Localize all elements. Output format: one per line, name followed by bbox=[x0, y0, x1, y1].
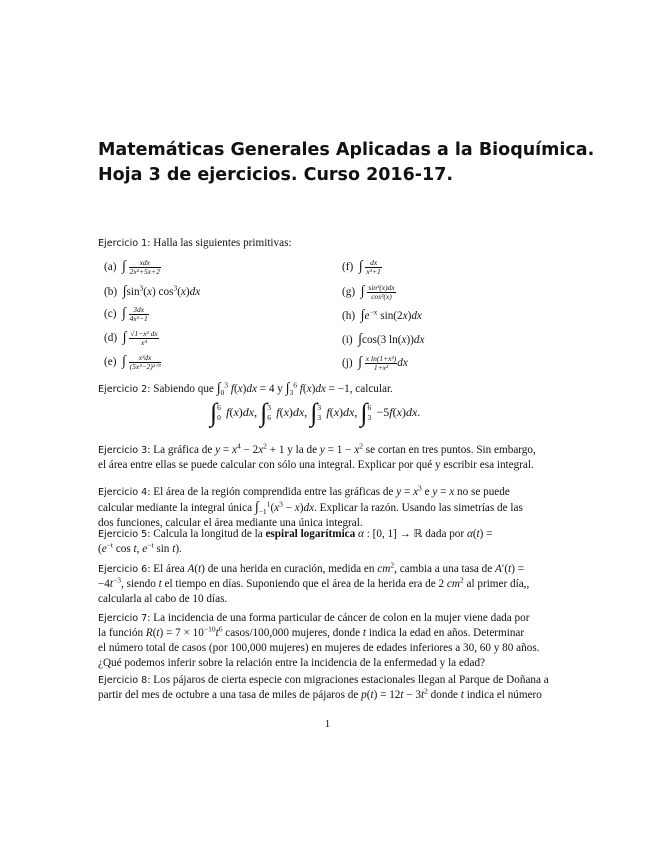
integral-i: (i) ∫cos(3 ln(x))dx bbox=[342, 332, 425, 347]
integral-f: (f) ∫ $\frac{dx}{\text{x³+1}}$ bbox=[342, 257, 381, 276]
exercise-7: Ejercicio 7: La incidencia de una forma particular de cáncer de colon en la mujer viene dada por la función $R(t) = 7 \times 10^{-10}t^6$ casos/100,000 mujeres, donde t indica la edad en años. Determinar el número total de casos (por 100,000 mujeres) en mujeres de edades inferiores a 30, 60 y 80 años. ¿Qué podemos inferir sobre la relación entre la incidencia de la enfermedad y la edad? bbox=[98, 612, 540, 669]
integral-j: (j) ∫ $\frac{\text{x ln(1+x²)}}{\text{1+x²}}$ dx bbox=[342, 353, 408, 372]
exercise-1-label: Ejercicio 1: bbox=[98, 238, 151, 249]
integral-b: (b) $\int\sin^3(x)$ $\cos^3(x)dx$ bbox=[104, 283, 201, 299]
exercise-1-intro: Halla las siguientes primitivas: bbox=[153, 237, 292, 249]
exercise-5-label: Ejercicio 5: bbox=[98, 529, 151, 540]
exercise-3: Ejercicio 3: La gráfica de $y = x^4 - 2x^2 + 1$ y la de $y = 1 - x^2$ se cortan en tres puntos. Sin embargo, el área entre ellas se puede calcular con sólo una integral. Explicar por qué y escribir esa integral. bbox=[98, 441, 536, 471]
exercise-8-label: Ejercicio 8: bbox=[98, 675, 151, 686]
exercise-6-label: Ejercicio 6: bbox=[98, 564, 151, 575]
title-line-1: Matemáticas Generales Aplicadas a la Bioquímica. bbox=[98, 140, 595, 160]
exercise-1 bbox=[98, 236, 556, 251]
exercise-4-label: Ejercicio 4: bbox=[98, 487, 151, 498]
exercise-5: Ejercicio 5: Calcula la longitud de la espiral logarítmica α : [0, 1] → ℝ dada por α(t) = ($e^{-t}$ cos t, $e^{-t}$ sin t). bbox=[98, 528, 493, 555]
exercise-2-display-formula: ∫ 6 0 f(x)dx, ∫ 3 6 f(x)dx, ∫ 3 3 f(x)dx, ∫ 6 3 −5f(x)dx. bbox=[210, 398, 421, 427]
exercise-2-label: Ejercicio 2: bbox=[98, 384, 151, 395]
page-number: 1 bbox=[324, 718, 331, 730]
integral-c: (c) ∫ $\frac{3dx}{\text{4x²−1}}$ bbox=[104, 304, 148, 323]
exercise-4: Ejercicio 4: El área de la región comprendida entre las gráficas de $y = x^3$ e y = x no se puede calcular mediante la integral única $\int_{-1}^1(x^3 - x)dx$. Explicar la razón. Usando las simetrías de las dos funciones, calcular el área mediante una única integral. bbox=[98, 483, 523, 529]
exercise-7-label: Ejercicio 7: bbox=[98, 613, 151, 624]
page-title bbox=[98, 138, 595, 188]
exercise-6: Ejercicio 6: El área A(t) de una herida en curación, medida en $cm^2$, cambia a una tasa de A′(t) = $-4t^{-3}$, siendo t el tiempo en días. Suponiendo que el área de la herida era de 2 $cm^2$ al primer día,, calcularla al cabo de 10 días. bbox=[98, 560, 530, 605]
integral-e: (e) ∫ $\frac{\text{x²dx}}{\text{(5x³−2)²ᐟ³}}$ bbox=[104, 352, 161, 371]
exercise-3-label: Ejercicio 3: bbox=[98, 445, 151, 456]
exercise-2: Ejercicio 2: Sabiendo que $\int_0^3$ f(x)dx = 4 y $\int_3^6$ f(x)dx = −1, calcular. bbox=[98, 380, 393, 398]
title-line-2: Hoja 3 de ejercicios. Curso 2016-17. bbox=[98, 165, 454, 185]
integral-g: (g) ∫ $\frac{\text{sin³(x)dx}}{\text{cos²(x)}}$ bbox=[342, 282, 395, 301]
exercise-8: Ejercicio 8: Los pájaros de cierta especie con migraciones estacionales llegan al Parque de Doñana a partir del mes de octubre a una tasa de miles de pájaros de $p(t) = 12t - 3t^2$ donde t indica el número bbox=[98, 674, 549, 701]
integral-d: (d) ∫ $\frac{\text{√1−x² dx}}{\text{x⁴}}$ bbox=[104, 328, 158, 347]
integral-a: (a) ∫ $\frac{\text{xdx}}{\text{2x²+5x+2}}$ bbox=[104, 257, 160, 276]
integral-h: (h) $\int e^{-x}$ sin(2x)dx bbox=[342, 307, 422, 323]
